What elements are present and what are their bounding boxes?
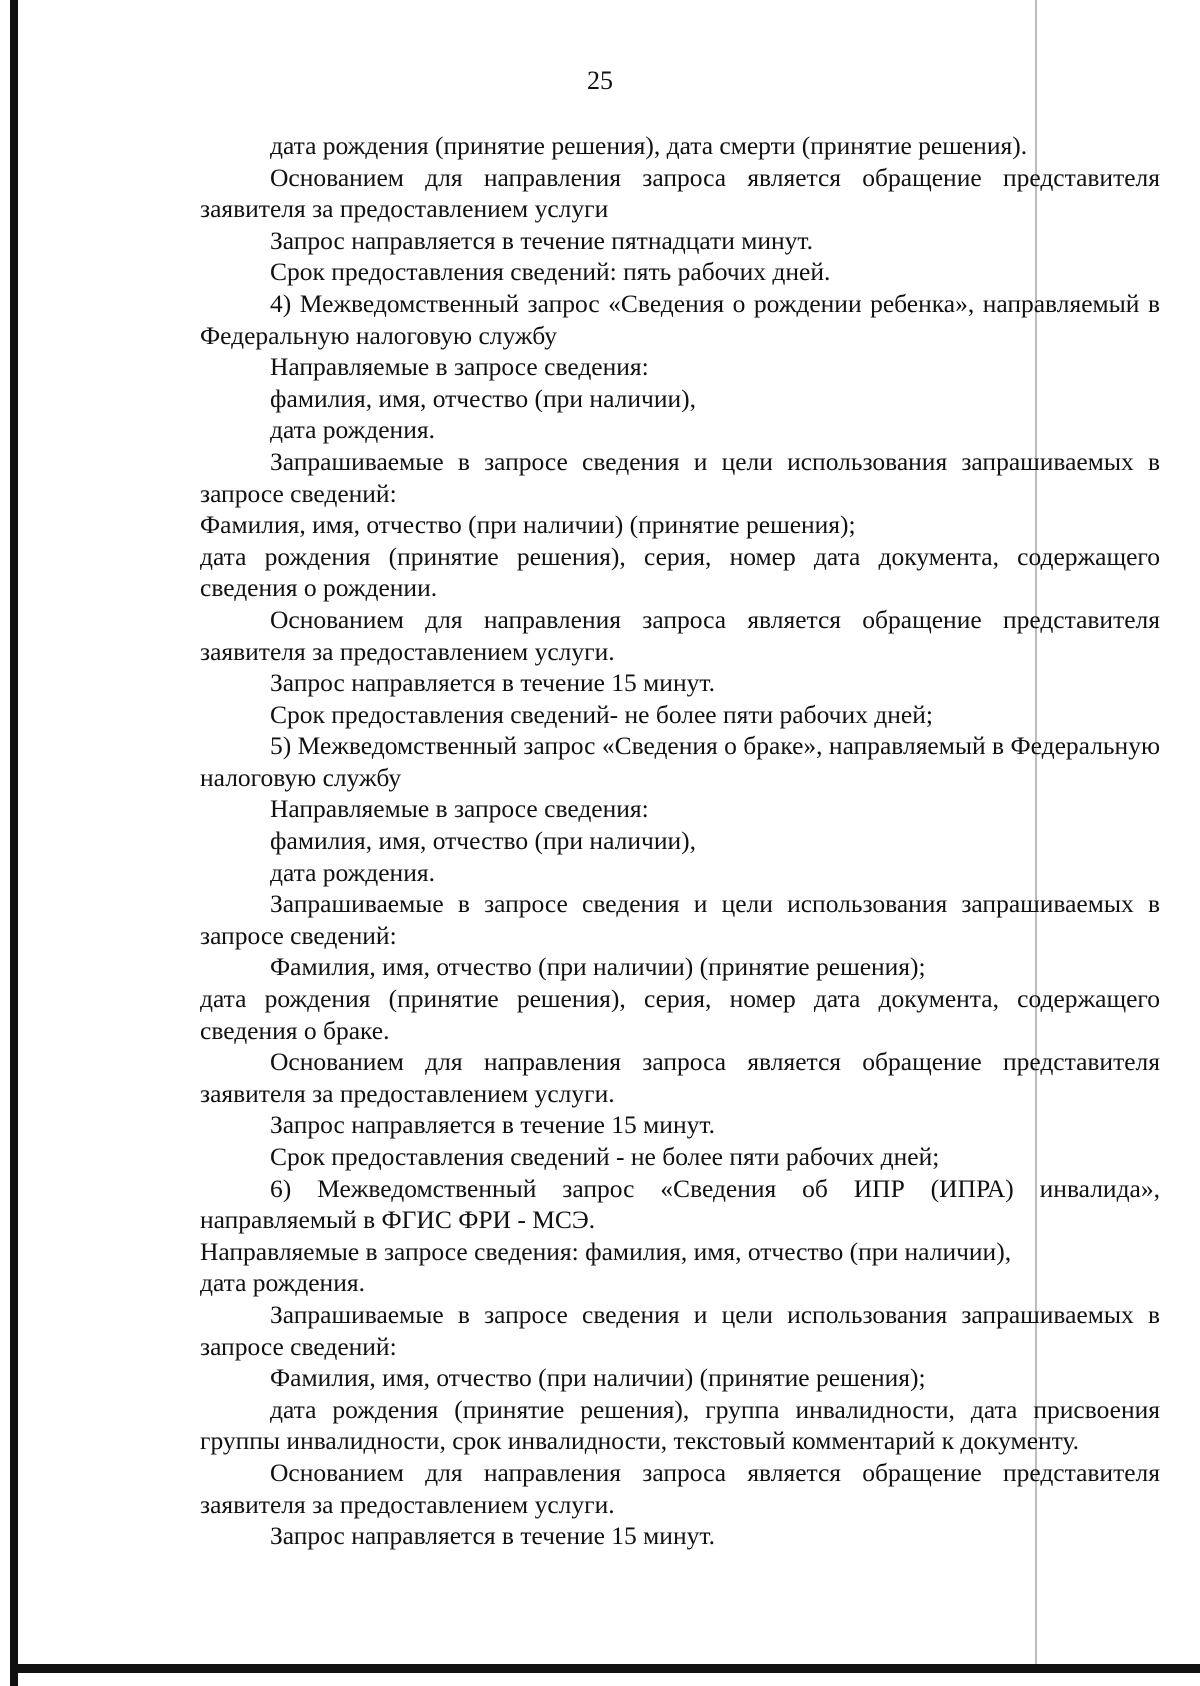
- paragraph: Срок предоставления сведений - не более пяти рабочих дней;: [270, 1142, 940, 1171]
- paragraph: Направляемые в запросе сведения:: [270, 794, 649, 824]
- paragraph: Срок предоставления сведений: пять рабочих дней.: [270, 257, 831, 287]
- paragraph: фамилия, имя, отчество (при наличии),: [270, 826, 696, 856]
- paragraph: дата рождения (принятие решения), серия, номер дата документа, содержащего сведения о рождении.: [200, 541, 1160, 603]
- paragraph: дата рождения (принятие решения), дата смерти (принятие решения).: [270, 131, 1028, 160]
- paragraph: Запрашиваемые в запросе сведения и цели использования запрашиваемых в запросе сведений:: [200, 1299, 1160, 1361]
- paragraph: Запрашиваемые в запросе сведения и цели использования запрашиваемых в запросе сведений:: [200, 889, 1160, 950]
- document-body: [200, 130, 1160, 1552]
- paragraph: дата рождения.: [270, 857, 435, 887]
- scan-left-edge: [10, 0, 18, 1686]
- paragraph: Запрос направляется в течение пятнадцати минут.: [270, 225, 814, 255]
- paragraph: Запрос направляется в течение 15 минут.: [270, 1521, 715, 1551]
- paragraph: Направляемые в запросе сведения: фамилия, имя, отчество (при наличии),: [200, 1236, 1012, 1266]
- paragraph: Фамилия, имя, отчество (при наличии) (принятие решения);: [270, 952, 926, 982]
- paragraph: Основанием для направления запроса является обращение представителя заявителя за предоставлением услуги.: [200, 1457, 1160, 1519]
- paragraph: дата рождения (принятие решения), группа инвалидности, дата присвоения группы инвалидности, срок инвалидности, текстовый комментарий к документу.: [200, 1394, 1160, 1456]
- paragraph: Фамилия, имя, отчество (при наличии) (принятие решения);: [270, 1363, 926, 1393]
- paragraph: фамилия, имя, отчество (при наличии),: [270, 383, 696, 413]
- paragraph: дата рождения.: [270, 415, 435, 445]
- paragraph: Направляемые в запросе сведения:: [270, 352, 649, 382]
- paragraph: Запрос направляется в течение 15 минут.: [270, 1110, 715, 1140]
- paragraph: 5) Межведомственный запрос «Сведения о браке», направляемый в Федеральную налоговую службу: [200, 731, 1160, 792]
- paragraph: Основанием для направления запроса является обращение представителя заявителя за предоставлением услуги: [200, 162, 1160, 224]
- paragraph: 6) Межведомственный запрос «Сведения об ИПР (ИПРА) инвалида», направляемый в ФГИС ФРИ - МСЭ.: [200, 1173, 1160, 1235]
- paragraph: Основанием для направления запроса является обращение представителя заявителя за предоставлением услуги.: [200, 1047, 1160, 1108]
- paragraph: дата рождения (принятие решения), серия, номер дата документа, содержащего сведения о браке.: [200, 984, 1160, 1045]
- paragraph: Основанием для направления запроса является обращение представителя заявителя за предоставлением услуги.: [200, 604, 1160, 666]
- paragraph: Запрос направляется в течение 15 минут.: [270, 668, 715, 698]
- page-number: 25: [587, 66, 613, 95]
- paragraph: Фамилия, имя, отчество (при наличии) (принятие решения);: [200, 510, 856, 540]
- scan-bottom-edge: [10, 1664, 1200, 1673]
- paragraph: Срок предоставления сведений- не более пяти рабочих дней;: [270, 699, 933, 729]
- paragraph: дата рождения.: [200, 1268, 365, 1298]
- paragraph: 4) Межведомственный запрос «Сведения о рождении ребенка», направляемый в Федеральную налоговую службу: [200, 288, 1160, 350]
- paragraph: Запрашиваемые в запросе сведения и цели использования запрашиваемых в запросе сведений:: [200, 446, 1160, 508]
